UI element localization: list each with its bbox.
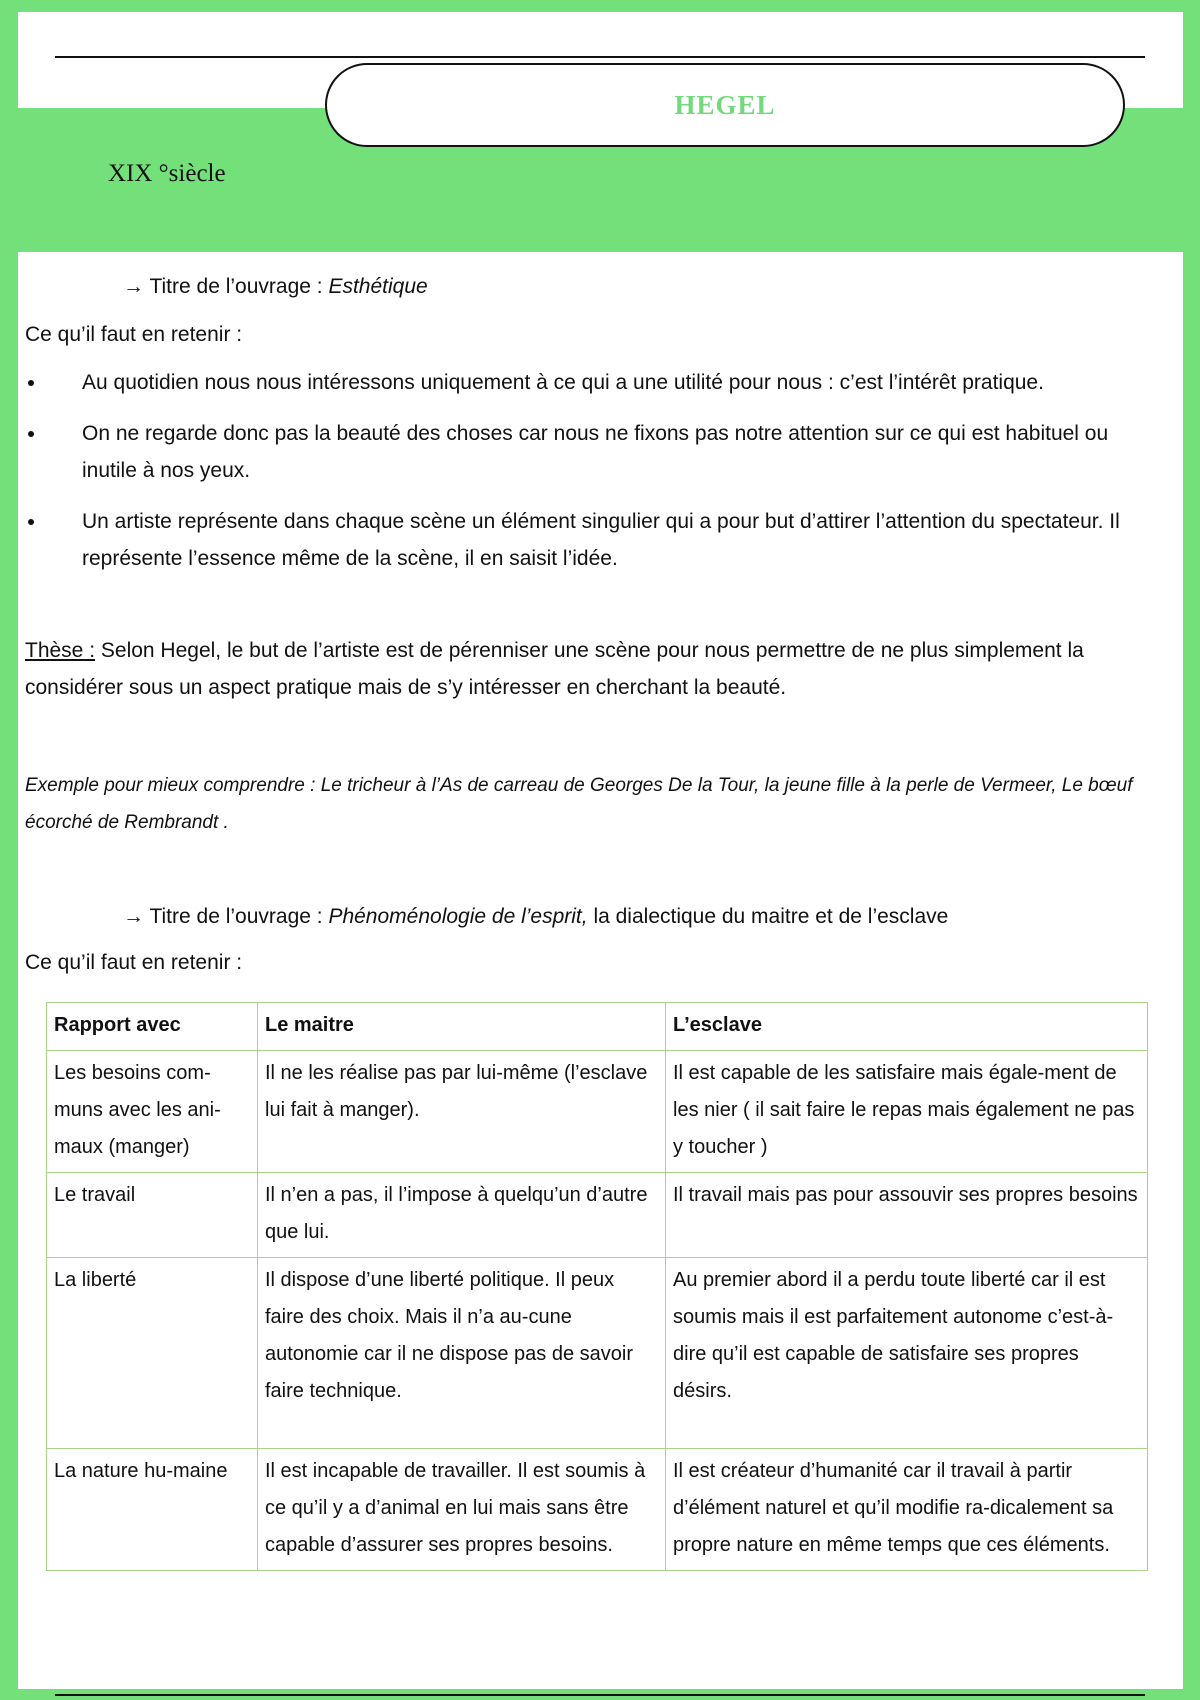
table-cell: La nature hu-maine [47, 1449, 258, 1571]
key-points-list [18, 364, 1168, 591]
retain-label-1: Ce qu’il faut en retenir : [25, 323, 243, 346]
table-cell: Il travail mais pas pour assouvir ses propres besoins [666, 1173, 1148, 1258]
column-header: Le maitre [258, 1003, 666, 1051]
table-cell: Il ne les réalise pas par lui-même (l’esclave lui fait à manger). [258, 1051, 666, 1173]
list-item [18, 364, 1168, 401]
example-paragraph: Exemple pour mieux comprendre : Le tricheur à l’As de carreau de Georges De la Tour, la jeune fille à la perle de Vermeer, Le bœuf écorché de Rembrandt . [25, 775, 1133, 833]
list-item [18, 503, 1168, 577]
retain-label-2: Ce qu’il faut en retenir : [25, 951, 243, 974]
list-item-text: Au quotidien nous nous intéressons uniquement à ce qui a une utilité pour nous : c’est l’intérêt pratique. [82, 371, 1044, 394]
work-title-name: Esthétique [328, 275, 428, 298]
thesis-text: Selon Hegel, le but de l’artiste est de pérenniser une scène pour nous permettre de ne plus simplement la considérer sous un aspect pratique mais de s’y intéresser en cherchant la beauté. [25, 639, 1084, 699]
list-item-text: On ne regarde donc pas la beauté des choses car nous ne fixons pas notre attention sur ce qui est habituel ou inutile à nos yeux. [82, 422, 1109, 482]
title-banner [325, 63, 1125, 147]
footer-rule [55, 1694, 1145, 1696]
bullet-icon [28, 519, 34, 525]
work-title-suffix: la dialectique du maitre et de l’esclave [587, 905, 949, 928]
work-title-prefix: → Titre de l’ouvrage : [123, 275, 329, 298]
table-row [47, 1258, 1148, 1449]
thesis-label: Thèse : [25, 639, 96, 662]
table-cell: Au premier abord il a perdu toute liberté car il est soumis mais il est parfaitement autonome c’est-à-dire qu’il est capable de satisfaire ses propres désirs. [666, 1258, 1148, 1449]
thesis-paragraph [25, 632, 1165, 706]
table-cell: La liberté [47, 1258, 258, 1449]
column-header: L’esclave [666, 1003, 1148, 1051]
work-title-name: Phénoménologie de l’esprit, [328, 905, 588, 928]
table-row [47, 1051, 1148, 1173]
table-cell: Il est capable de les satisfaire mais égale-ment de les nier ( il sait faire le repas mais également ne pas y toucher ) [666, 1051, 1148, 1173]
header-rule [55, 56, 1145, 58]
content-area [18, 252, 1183, 1689]
bullet-icon [28, 431, 34, 437]
table-cell: Il est incapable de travailler. Il est soumis à ce qu’il y a d’animal en lui mais sans être capable d’assurer ses propres besoins. [258, 1449, 666, 1571]
work-title-prefix: → Titre de l’ouvrage : [123, 905, 329, 928]
bullet-icon [28, 380, 34, 386]
table-cell: Il est créateur d’humanité car il travail à partir d’élément naturel et qu’il modifie ra-dicalement sa propre nature en même temps que ces éléments. [666, 1449, 1148, 1571]
table-row [47, 1173, 1148, 1258]
century-label: XIX °siècle [108, 160, 226, 187]
column-header: Rapport avec [47, 1003, 258, 1051]
table-header-row [47, 1003, 1148, 1051]
table-cell: Le travail [47, 1173, 258, 1258]
list-item [18, 415, 1168, 489]
table-cell: Il dispose d’une liberté politique. Il peux faire des choix. Mais il n’a au-cune autonomie car il ne dispose pas de savoir faire technique. [258, 1258, 666, 1449]
table-cell: Les besoins com-muns avec les ani-maux (manger) [47, 1051, 258, 1173]
work-title-line-1 [123, 272, 428, 302]
master-slave-table [46, 1002, 1148, 1571]
table-cell: Il n’en a pas, il l’impose à quelqu’un d’autre que lui. [258, 1173, 666, 1258]
list-item-text: Un artiste représente dans chaque scène un élément singulier qui a pour but d’attirer l’attention du spectateur. Il représente l’essence même de la scène, il en saisit l’idée. [82, 510, 1120, 570]
table-row [47, 1449, 1148, 1571]
page-title: HEGEL [674, 89, 776, 120]
work-title-line-2 [123, 902, 948, 932]
